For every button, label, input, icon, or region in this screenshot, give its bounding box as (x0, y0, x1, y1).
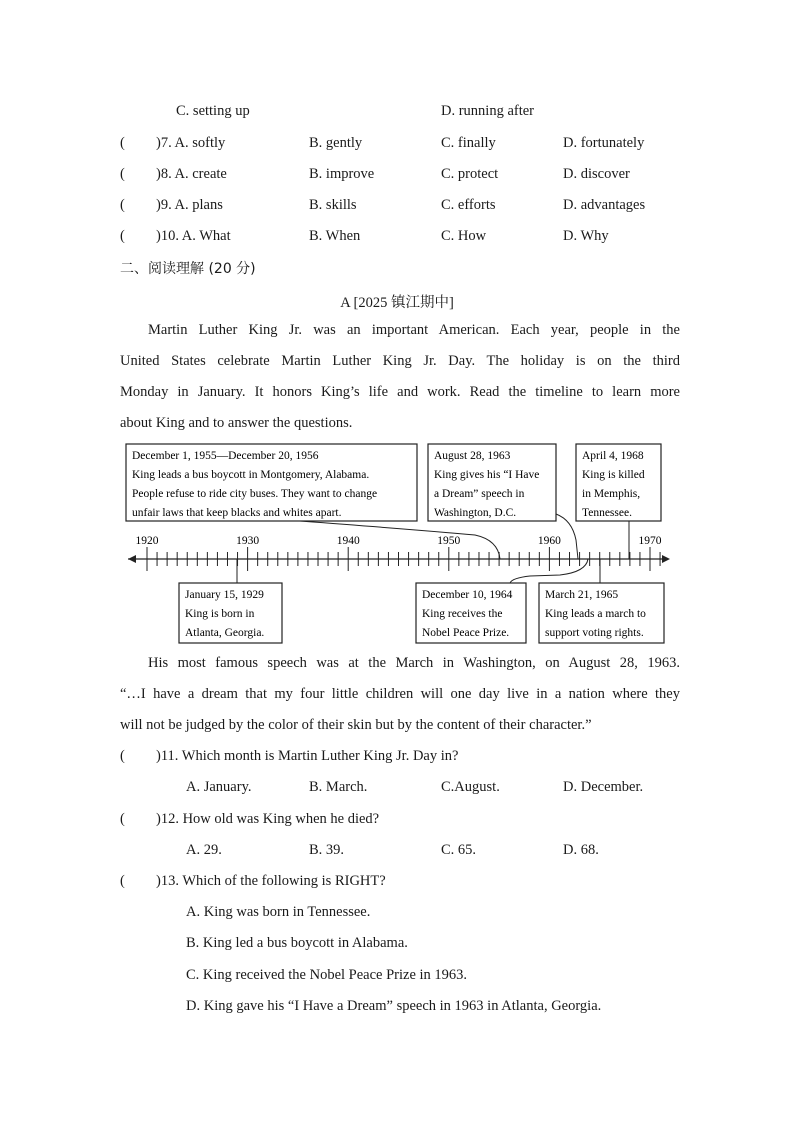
option-c: C. 65. (441, 842, 477, 858)
tick-label: 1960 (537, 535, 561, 547)
question-13 (120, 873, 720, 893)
event-text: Tennessee. (582, 507, 632, 519)
intro-line: Monday in January. It honors King’s life and work. Read the timeline to learn more (120, 384, 680, 400)
option-a: A. January. (186, 779, 252, 795)
event-text: a Dream” speech in (434, 488, 525, 500)
speech-line: will not be judged by the color of their skin but by the content of their character.” (120, 717, 592, 733)
option-b: B. March. (309, 779, 368, 795)
event-text: King gives his “I Have (434, 469, 540, 481)
event-text: Atlanta, Georgia. (185, 627, 265, 639)
question-number: )7. A. softly (156, 135, 226, 151)
question-number: )10. A. What (156, 228, 231, 244)
event-text: Washington, D.C. (434, 507, 517, 519)
tick-label: 1950 (437, 535, 461, 547)
tick-label: 1940 (336, 535, 360, 547)
event-date: December 1, 1955—December 20, 1956 (132, 450, 319, 462)
event-text: in Memphis, (582, 488, 641, 500)
event-text: Nobel Peace Prize. (422, 627, 510, 639)
option-d: D. 68. (563, 842, 599, 858)
option-b: B. 39. (309, 842, 345, 858)
question-12 (120, 811, 720, 831)
option-d: D. advantages (563, 197, 646, 213)
intro-line: Martin Luther King Jr. was an important American. Each year, people in the (148, 322, 680, 338)
connector-bus-boycott (300, 521, 500, 559)
question-13-option-b: B. King led a bus boycott in Alabama. (186, 935, 408, 951)
axis-arrow-left (128, 555, 136, 563)
event-text: King is killed (582, 469, 645, 481)
timeline-events (126, 444, 664, 643)
question-12-options (120, 842, 720, 862)
event-text: King is born in (185, 608, 255, 620)
question-6-option-d: D. running after (441, 103, 535, 119)
event-text: King leads a march to (545, 608, 646, 620)
question-stem: )11. Which month is Martin Luther King Jr. Day in? (156, 748, 459, 764)
speech-line: His most famous speech was at the March in Washington, on August 28, 1963. (148, 655, 680, 671)
option-c: C.August. (441, 779, 500, 795)
question-number: )8. A. create (156, 166, 227, 182)
event-date: August 28, 1963 (434, 450, 511, 462)
question-stem: )13. Which of the following is RIGHT? (156, 873, 386, 889)
intro-line: about King and to answer the questions. (120, 415, 353, 431)
option-d: D. discover (563, 166, 630, 182)
event-text: support voting rights. (545, 627, 644, 639)
section-heading: 二、阅读理解 (20 分) (120, 261, 256, 277)
answer-blank: ( (120, 197, 125, 213)
option-b: B. skills (309, 197, 357, 213)
event-text: People refuse to ride city buses. They want to change (132, 488, 378, 500)
event-date: January 15, 1929 (185, 589, 264, 601)
answer-blank: ( (120, 873, 125, 889)
option-d: D. fortunately (563, 135, 645, 151)
question-11 (120, 748, 720, 768)
question-13-option-c: C. King received the Nobel Peace Prize in 1963. (186, 967, 468, 983)
option-a: A. 29. (186, 842, 222, 858)
option-d: D. December. (563, 779, 644, 795)
question-stem: )12. How old was King when he died? (156, 811, 380, 827)
question-11-options (120, 779, 720, 799)
question-13-option-d: D. King gave his “I Have a Dream” speech in 1963 in Atlanta, Georgia. (186, 998, 602, 1014)
passage-title: A [2025 镇江期中] (340, 295, 454, 311)
event-date: March 21, 1965 (545, 589, 619, 601)
event-date: April 4, 1968 (582, 450, 644, 462)
answer-blank: ( (120, 228, 125, 244)
option-b: B. improve (309, 166, 375, 182)
answer-blank: ( (120, 748, 125, 764)
tick-label: 1930 (236, 535, 260, 547)
tick-label: 1970 (638, 535, 662, 547)
option-c: C. protect (441, 166, 499, 182)
event-text: King leads a bus boycott in Montgomery, Alabama. (132, 469, 370, 481)
timeline-axis (128, 535, 670, 571)
answer-blank: ( (120, 166, 125, 182)
event-date: December 10, 1964 (422, 589, 513, 601)
speech-paragraph (120, 648, 680, 741)
event-text: unfair laws that keep blacks and whites apart. (132, 507, 342, 519)
question-number: )9. A. plans (156, 197, 223, 213)
intro-line: United States celebrate Martin Luther King Jr. Day. The holiday is on the third (120, 353, 680, 369)
tick-label: 1920 (135, 535, 159, 547)
speech-line: “…I have a dream that my four little children will one day live in a nation where they (120, 686, 680, 702)
answer-blank: ( (120, 811, 125, 827)
option-c: C. How (441, 228, 487, 244)
option-d: D. Why (563, 228, 609, 244)
option-b: B. gently (309, 135, 363, 151)
option-b: B. When (309, 228, 361, 244)
option-c: C. finally (441, 135, 496, 151)
answer-blank: ( (120, 135, 125, 151)
axis-arrow-right (662, 555, 670, 563)
question-6-option-c: C. setting up (176, 103, 250, 119)
event-text: King receives the (422, 608, 503, 620)
option-c: C. efforts (441, 197, 496, 213)
question-13-option-a: A. King was born in Tennessee. (186, 904, 371, 920)
